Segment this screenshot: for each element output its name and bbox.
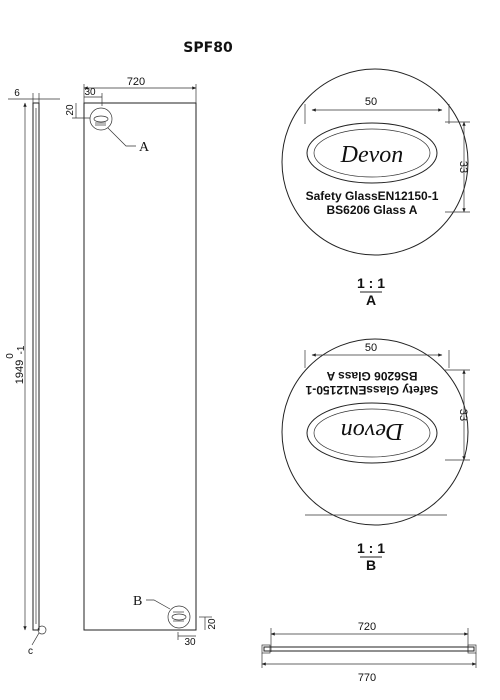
- callout-b: B: [133, 594, 143, 609]
- plan-inner-label: 720: [357, 621, 377, 633]
- detail-b-height-label: 33: [457, 408, 469, 422]
- detail-b-letter: B: [365, 557, 377, 573]
- etch-line2-a: BS6206 Glass A: [326, 203, 418, 217]
- height-tol-upper: 0: [5, 353, 16, 359]
- detail-a-height-label: 33: [457, 160, 469, 174]
- detail-a-width-label: 50: [364, 96, 378, 108]
- bottom-offset-x-label: 30: [184, 637, 196, 648]
- detail-b: [282, 339, 470, 573]
- etch-line1-b: Safety GlassEN12150-1: [305, 383, 439, 397]
- logo-marker-a: [90, 108, 112, 130]
- logo-marker-b: [168, 606, 190, 628]
- etch-line1-a: Safety GlassEN12150-1: [305, 189, 439, 203]
- detail-b-width-label: 50: [364, 342, 378, 354]
- front-view: [65, 76, 218, 648]
- thickness-label: 6: [14, 88, 20, 99]
- drawing-title: SPF80: [183, 40, 233, 56]
- logo-text-a: Devon: [340, 142, 404, 168]
- logo-offset-y-label: 20: [65, 104, 76, 116]
- detail-a-letter: A: [365, 292, 377, 308]
- side-view: [5, 88, 60, 657]
- detail-b-scale: 1 : 1: [356, 540, 386, 556]
- detail-a: [282, 69, 470, 308]
- plan-glass: [264, 647, 474, 651]
- corner-label: c: [28, 646, 33, 657]
- callout-a: A: [139, 140, 150, 155]
- etch-line2-b: BS6206 Glass A: [326, 369, 418, 383]
- height-label: 1949: [14, 359, 26, 385]
- panel-width-label: 720: [126, 76, 146, 88]
- plan-outer-label: 770: [357, 672, 377, 684]
- logo-text-b: Devon: [340, 418, 404, 444]
- height-tol-lower: -1: [16, 345, 27, 355]
- plan-view: [262, 621, 476, 684]
- detail-a-scale: 1 : 1: [356, 275, 386, 291]
- bottom-offset-y-label: 20: [207, 618, 218, 630]
- logo-offset-x-label: 30: [84, 87, 96, 98]
- glass-panel: [84, 103, 196, 630]
